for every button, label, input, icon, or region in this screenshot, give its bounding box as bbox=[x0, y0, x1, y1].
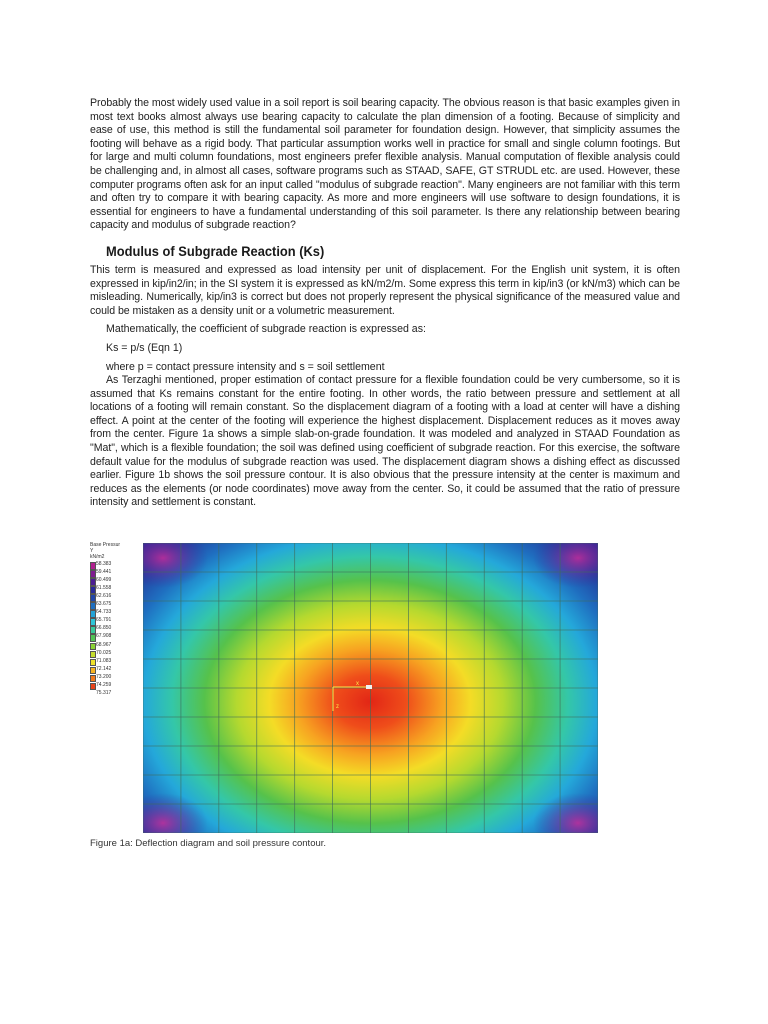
legend-value: 64.733 bbox=[96, 609, 112, 616]
legend-value: 74.259 bbox=[96, 681, 112, 688]
legend-entry bbox=[90, 690, 142, 698]
legend-value: 66.850 bbox=[96, 625, 112, 632]
legend-entry bbox=[90, 585, 142, 593]
legend-entry bbox=[90, 633, 142, 641]
legend-entry bbox=[90, 674, 142, 682]
legend-value: 75.317 bbox=[96, 689, 112, 696]
legend-entry bbox=[90, 617, 142, 625]
legend-entry bbox=[90, 642, 142, 650]
legend-entry bbox=[90, 625, 142, 633]
legend-axis: Y bbox=[90, 547, 94, 554]
terzaghi-paragraph: As Terzaghi mentioned, proper estimation of contact pressure for a flexible foundation could be very cumbersome, so it is assumed that Ks remains constant for the entire footing. In other words, the ratio between pressure and settlement at all locations of a footing will remain constant. So the displacement diagram of a footing with a load at center will have a dishing effect. A point at the center of the footing will experience the highest displacement. Displacement reduces as it moves away from the center. Figure 1a shows a simple slab-on-grade foundation. It was modeled and analyzed in STAAD Foundation as "Mat", which is a flexible foundation; the soil was defined using coefficient of subgrade reaction. For this exercise, the software default value for the modulus of subgrade reaction was used. The displacement diagram shows a dishing effect as discussed earlier. Figure 1b shows the soil pressure contour. It is also obvious that the pressure intensity at the center is maximum and reduces as the elements (or node coordinates) move away from the center. So, it could be assumed that the ratio of pressure intensity and settlement is constant. bbox=[90, 374, 680, 509]
legend-entry bbox=[90, 658, 142, 666]
legend-value: 70.025 bbox=[96, 649, 112, 656]
legend-entry bbox=[90, 577, 142, 585]
math-intro: Mathematically, the coefficient of subgrade reaction is expressed as: bbox=[106, 323, 426, 336]
intro-paragraph: Probably the most widely used value in a soil report is soil bearing capacity. The obvious reason is that basic examples given in most text books almost always use bearing capacity to calculate the plan dimension of a footing. Because of simplicity and ease of use, this method is still the fundamental soil parameter for foundation design. However, that simplicity assumes the footing will behave as a rigid body. That particular assumption works well in practice for small and single column footings. But for large and multi column foundations, most engineers prefer flexible analysis. Manual computation of flexible analysis could be challenging and, in almost all cases, software programs such as STAAD, SAFE, GT STRUDL etc. are used. However, these computer programs often ask for an input called "modulus of subgrade reaction". Many engineers are not familiar with this term and often try to compare it with bearing capacity. As more and more engineers will use software to design foundations, it is essential for engineers to have a fundamental understanding of this soil parameter. Is there any relationship between bearing capacity and modulus of subgrade reaction? bbox=[90, 97, 680, 232]
figure-1a bbox=[90, 543, 602, 833]
article-body bbox=[90, 97, 680, 510]
legend-value: 71.083 bbox=[96, 657, 112, 664]
contour-image bbox=[143, 543, 598, 833]
legend-entry bbox=[90, 561, 142, 569]
legend-title: Base Pressur bbox=[90, 542, 121, 548]
legend-value: 72.142 bbox=[96, 665, 112, 672]
legend-value: 62.616 bbox=[96, 593, 112, 600]
legend-value: 58.383 bbox=[96, 561, 112, 567]
legend-entry bbox=[90, 666, 142, 674]
legend-entry bbox=[90, 593, 142, 601]
definition-paragraph: This term is measured and expressed as load intensity per unit of displacement. For the English unit system, it is often expressed in kip/in2/in; in the SI system it is expressed as kN/m2/m. Some express this term in kip/in3 (or kN/m3) which can be misleading. Numerically, kip/in3 is correct but does not properly represent the physical significance of the measured value and could be mistaken as a density unit or a volumetric measurement. bbox=[90, 263, 680, 317]
legend-value: 68.967 bbox=[96, 641, 112, 648]
legend-value: 60.499 bbox=[96, 577, 112, 584]
figure-caption: Figure 1a: Deflection diagram and soil pressure contour. bbox=[90, 838, 327, 849]
section-heading: Modulus of Subgrade Reaction (Ks) bbox=[106, 242, 325, 259]
legend-value: 63.675 bbox=[96, 601, 112, 608]
equation: Ks = p/s (Eqn 1) bbox=[106, 341, 183, 354]
legend-entry bbox=[90, 650, 142, 658]
legend-entry bbox=[90, 609, 142, 617]
legend-unit: kN/m2 bbox=[90, 553, 105, 560]
legend-entry bbox=[90, 601, 142, 609]
pressure-contour-plot bbox=[143, 543, 598, 833]
legend-value: 61.558 bbox=[96, 585, 112, 592]
legend-entry bbox=[90, 682, 142, 690]
legend-value: 65.791 bbox=[96, 617, 112, 624]
legend-entry bbox=[90, 569, 142, 577]
legend-value: 73.200 bbox=[96, 673, 112, 680]
where-line: where p = contact pressure intensity and s = soil settlement bbox=[106, 360, 385, 373]
legend-value: 59.441 bbox=[96, 569, 112, 576]
legend-value: 67.908 bbox=[96, 633, 112, 640]
axis-x-label: x bbox=[356, 681, 359, 687]
pressure-legend bbox=[90, 543, 142, 753]
axis-z-label: z bbox=[336, 704, 339, 710]
